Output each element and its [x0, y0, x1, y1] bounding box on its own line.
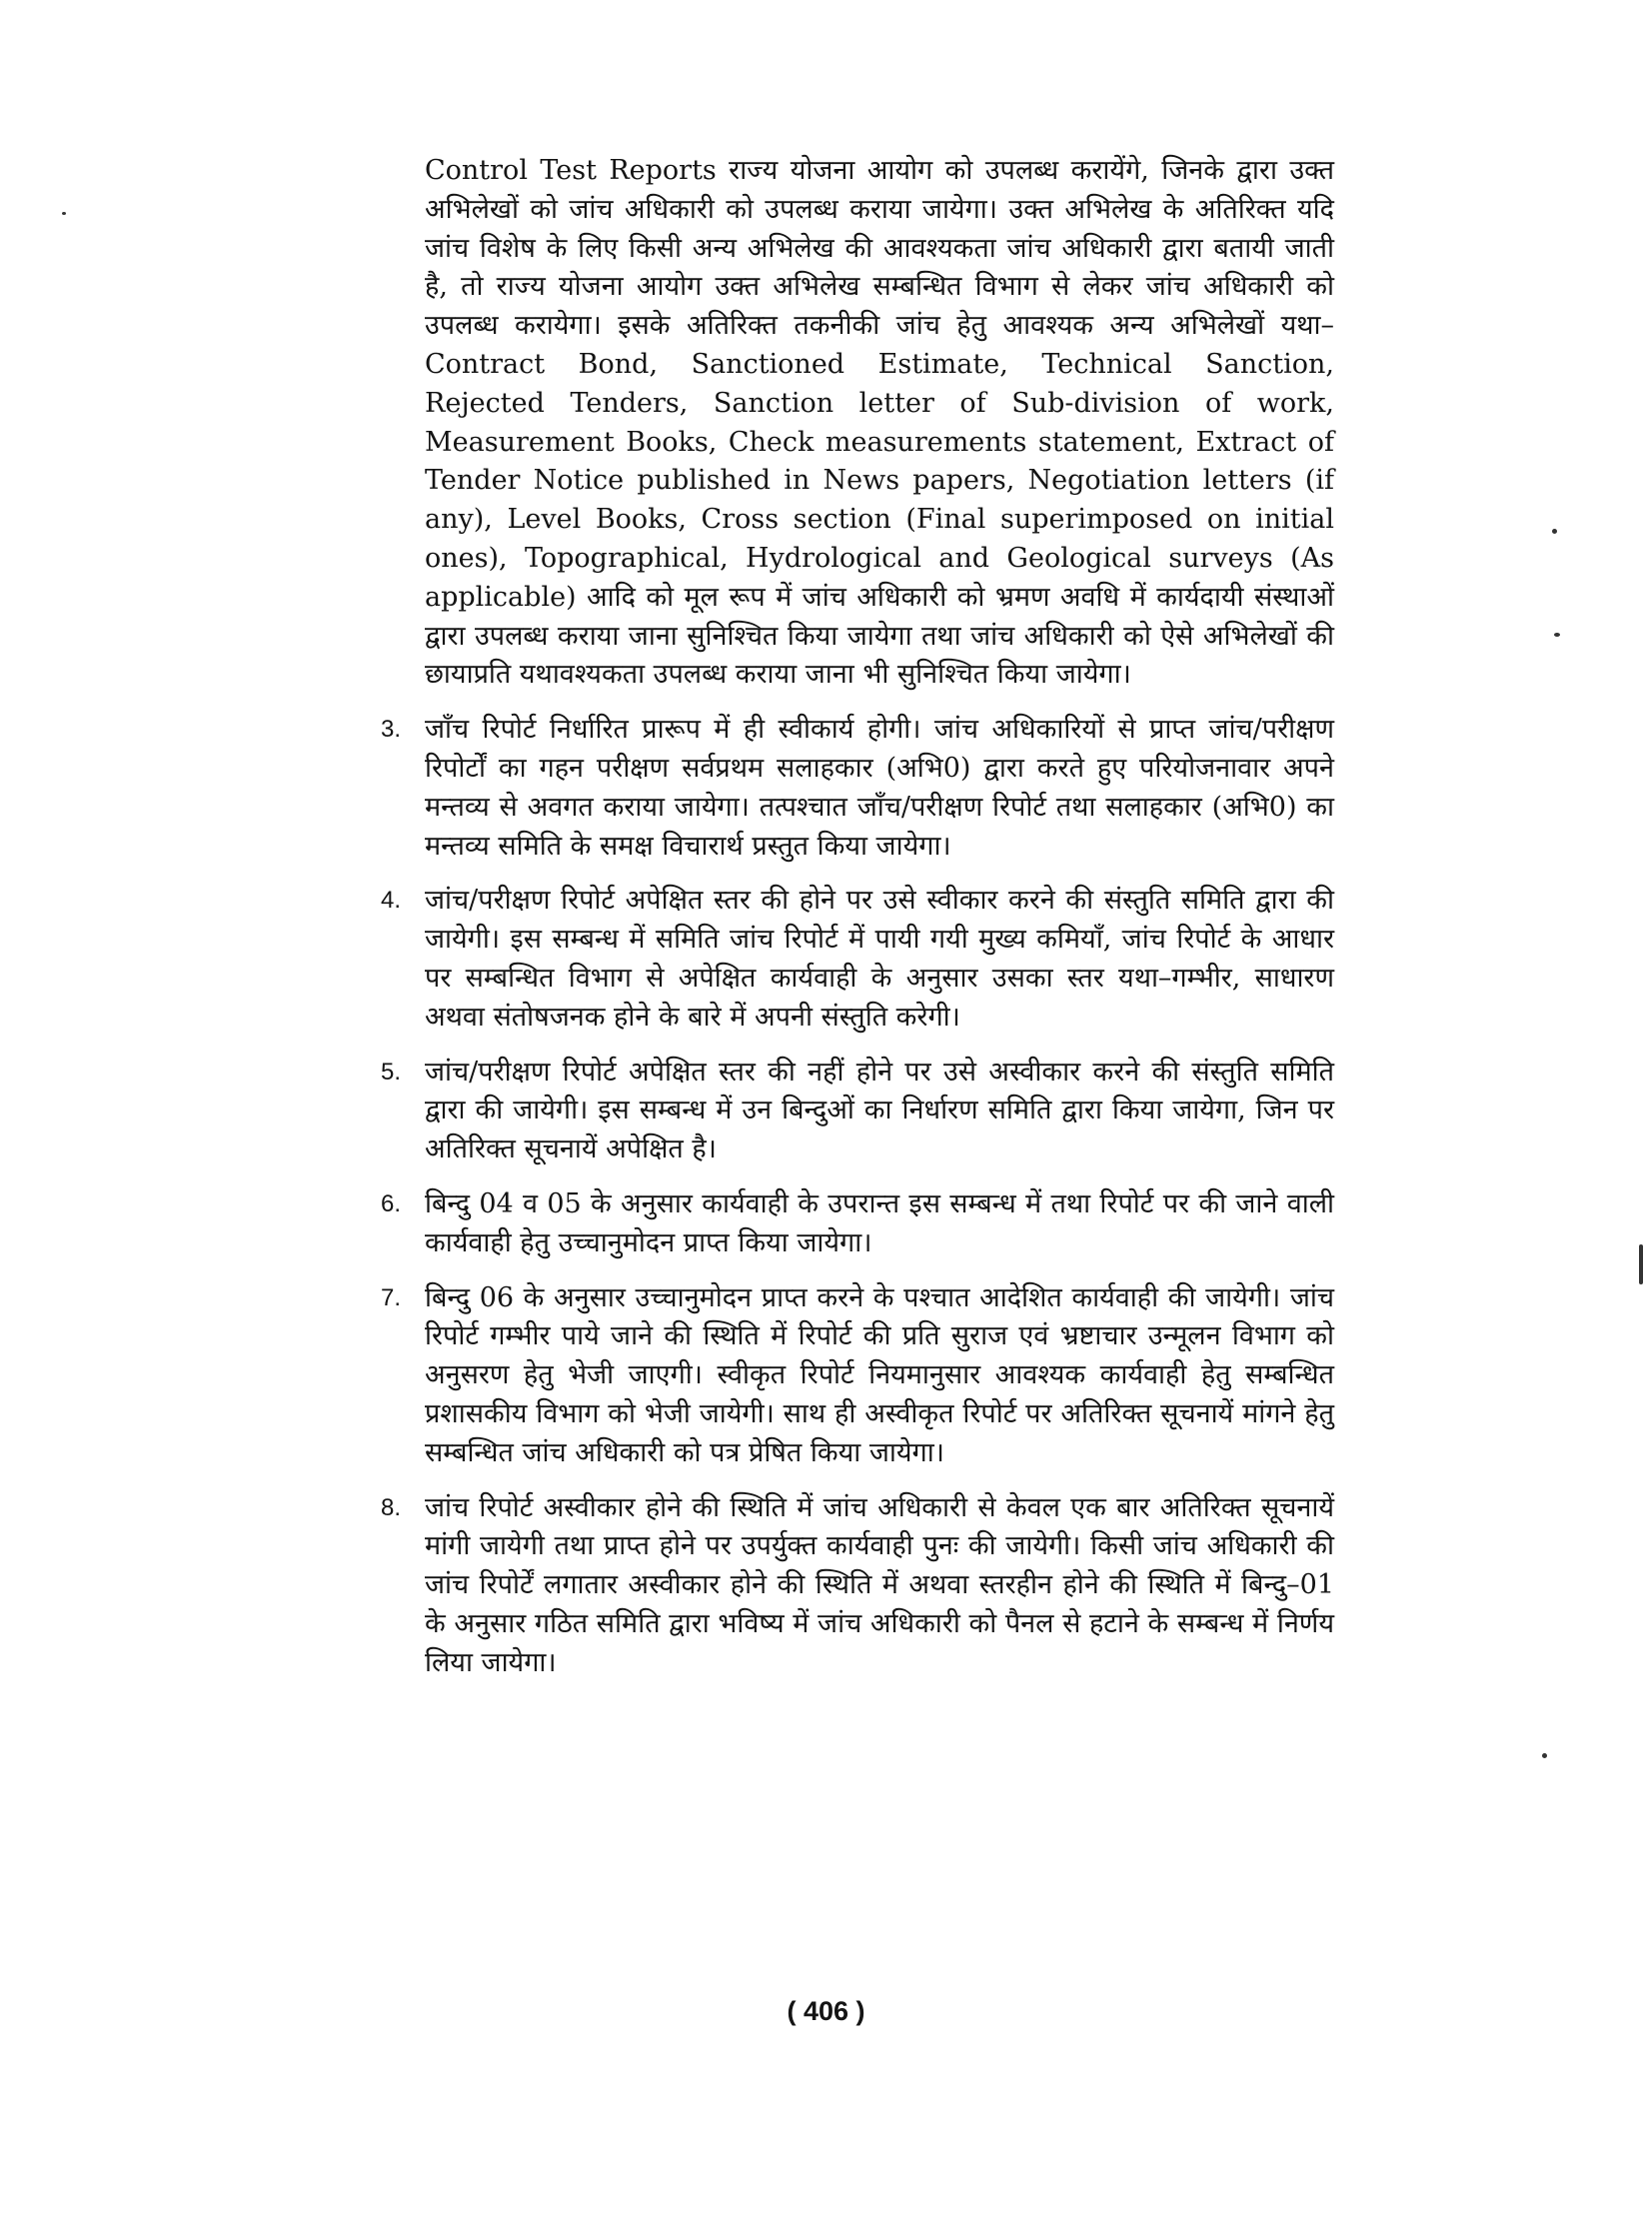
scan-speck — [62, 212, 66, 215]
item-text: जाँच रिपोर्ट निर्धारित प्रारूप में ही स्वीकार्य होगी। जांच अधिकारियों से प्राप्त जांच/परीक्षण रिपोर्टों का गहन परीक्षण सर्वप्रथम सलाहकार (अभि0) द्वारा करते हुए परियोजनावार अपने मन्तव्य से अवगत कराया जायेगा। तत्पश्चात जाँच/परीक्षण रिपोर्ट तथा सलाहकार (अभि0) का मन्तव्य समिति के समक्ष विचारार्थ प्रस्तुत किया जायेगा। — [425, 714, 1334, 862]
item-number: 8. — [381, 1493, 402, 1521]
item-text: जांच रिपोर्ट अस्वीकार होने की स्थिति में जांच अधिकारी से केवल एक बार अतिरिक्त सूचनायें मांगी जायेगी तथा प्राप्त होने पर उपर्युक्त कार्यवाही पुनः की जायेगी। किसी जांच अधिकारी की जांच रिपोर्टें लगातार अस्वीकार होने की स्थिति में अथवा स्तरहीन होने की स्थिति में बिन्दु–01 के अनुसार गठित समिति द्वारा भविष्य में जांच अधिकारी को पैनल से हटाने के सम्बन्ध में निर्णय लिया जायेगा। — [425, 1491, 1334, 1678]
scan-speck — [1552, 529, 1557, 534]
intro-paragraph: Control Test Reports राज्य योजना आयोग को उपलब्ध करायेंगे, जिनके द्वारा उक्त अभिलेखों को जांच अधिकारी को उपलब्ध कराया जायेगा। उक्त अभिलेख के अतिरिक्त यदि जांच विशेष के लिए किसी अन्य अभिलेख की आवश्यकता जांच अधिकारी द्वारा बतायी जाती है, तो राज्य योजना आयोग उक्त अभिलेख सम्बन्धित विभाग से लेकर जांच अधिकारी को उपलब्ध करायेगा। इसके अतिरिक्त तकनीकी जांच हेतु आवश्यक अन्य अभिलेखों यथा– Contract Bond, Sanctioned Estimate, Technical Sanction, Rejected Tenders, Sanction letter of Sub-division of work, Measurement Books, Check measurements statement, Extract of Tender Notice published in News papers, Negotiation letters (if any), Level Books, Cross section (Final superimposed on initial ones), Topographical, Hydrological and Geological surveys (As applicable) आदि को मूल रूप में जांच अधिकारी को भ्रमण अवधि में कार्यदायी संस्थाओं द्वारा उपलब्ध कराया जाना सुनिश्चित किया जायेगा तथा जांच अधिकारी को ऐसे अभिलेखों की छायाप्रति यथावश्यकता उपलब्ध कराया जाना भी सुनिश्चित किया जायेगा। — [425, 155, 1334, 691]
list-item — [381, 1054, 1334, 1169]
item-number: 3. — [381, 716, 402, 744]
item-number: 6. — [381, 1189, 402, 1217]
item-text: बिन्दु 06 के अनुसार उच्चानुमोदन प्राप्त करने के पश्चात आदेशित कार्यवाही की जायेगी। जांच रिपोर्ट गम्भीर पाये जाने की स्थिति में रिपोर्ट की प्रति सुराज एवं भ्रष्टाचार उन्मूलन विभाग को अनुसरण हेतु भेजी जाएगी। स्वीकृत रिपोर्ट नियमानुसार आवश्यक कार्यवाही हेतु सम्बन्धित प्रशासकीय विभाग को भेजी जायेगी। साथ ही अस्वीकृत रिपोर्ट पर अतिरिक्त सूचनायें मांगने हेतु सम्बन्धित जांच अधिकारी को पत्र प्रेषित किया जायेगा। — [425, 1281, 1334, 1468]
item-text: जांच/परीक्षण रिपोर्ट अपेक्षित स्तर की होने पर उसे स्वीकार करने की संस्तुति समिति द्वारा की जायेगी। इस सम्बन्ध में समिति जांच रिपोर्ट में पायी गयी मुख्य कमियाँ, जांच रिपोर्ट के आधार पर सम्बन्धित विभाग से अपेक्षित कार्यवाही के अनुसार उसका स्तर यथा–गम्भीर, साधारण अथवा संतोषजनक होने के बारे में अपनी संस्तुति करेगी। — [425, 885, 1334, 1033]
item-number: 5. — [381, 1058, 402, 1086]
page-number: ( 406 ) — [787, 1996, 865, 2026]
scan-speck — [1542, 1753, 1547, 1758]
item-text: बिन्दु 04 व 05 के अनुसार कार्यवाही के उपरान्त इस सम्बन्ध में तथा रिपोर्ट पर की जाने वाली कार्यवाही हेतु उच्चानुमोदन प्राप्त किया जायेगा। — [425, 1187, 1334, 1258]
item-text: जांच/परीक्षण रिपोर्ट अपेक्षित स्तर की नहीं होने पर उसे अस्वीकार करने की संस्तुति समिति द्वारा की जायेगी। इस सम्बन्ध में उन बिन्दुओं का निर्धारण समिति द्वारा किया जायेगा, जिन पर अतिरिक्त सूचनायें अपेक्षित है। — [425, 1056, 1334, 1165]
item-number: 4. — [381, 887, 402, 915]
list-item — [381, 711, 1334, 866]
document-body — [381, 152, 1334, 1682]
list-item — [381, 1489, 1334, 1683]
list-item — [381, 882, 1334, 1037]
list-item — [381, 1185, 1334, 1263]
list-item — [381, 1279, 1334, 1473]
scan-speck — [1554, 633, 1560, 637]
item-number: 7. — [381, 1283, 402, 1311]
numbered-list — [381, 711, 1334, 1682]
scan-speck — [1639, 1244, 1643, 1284]
